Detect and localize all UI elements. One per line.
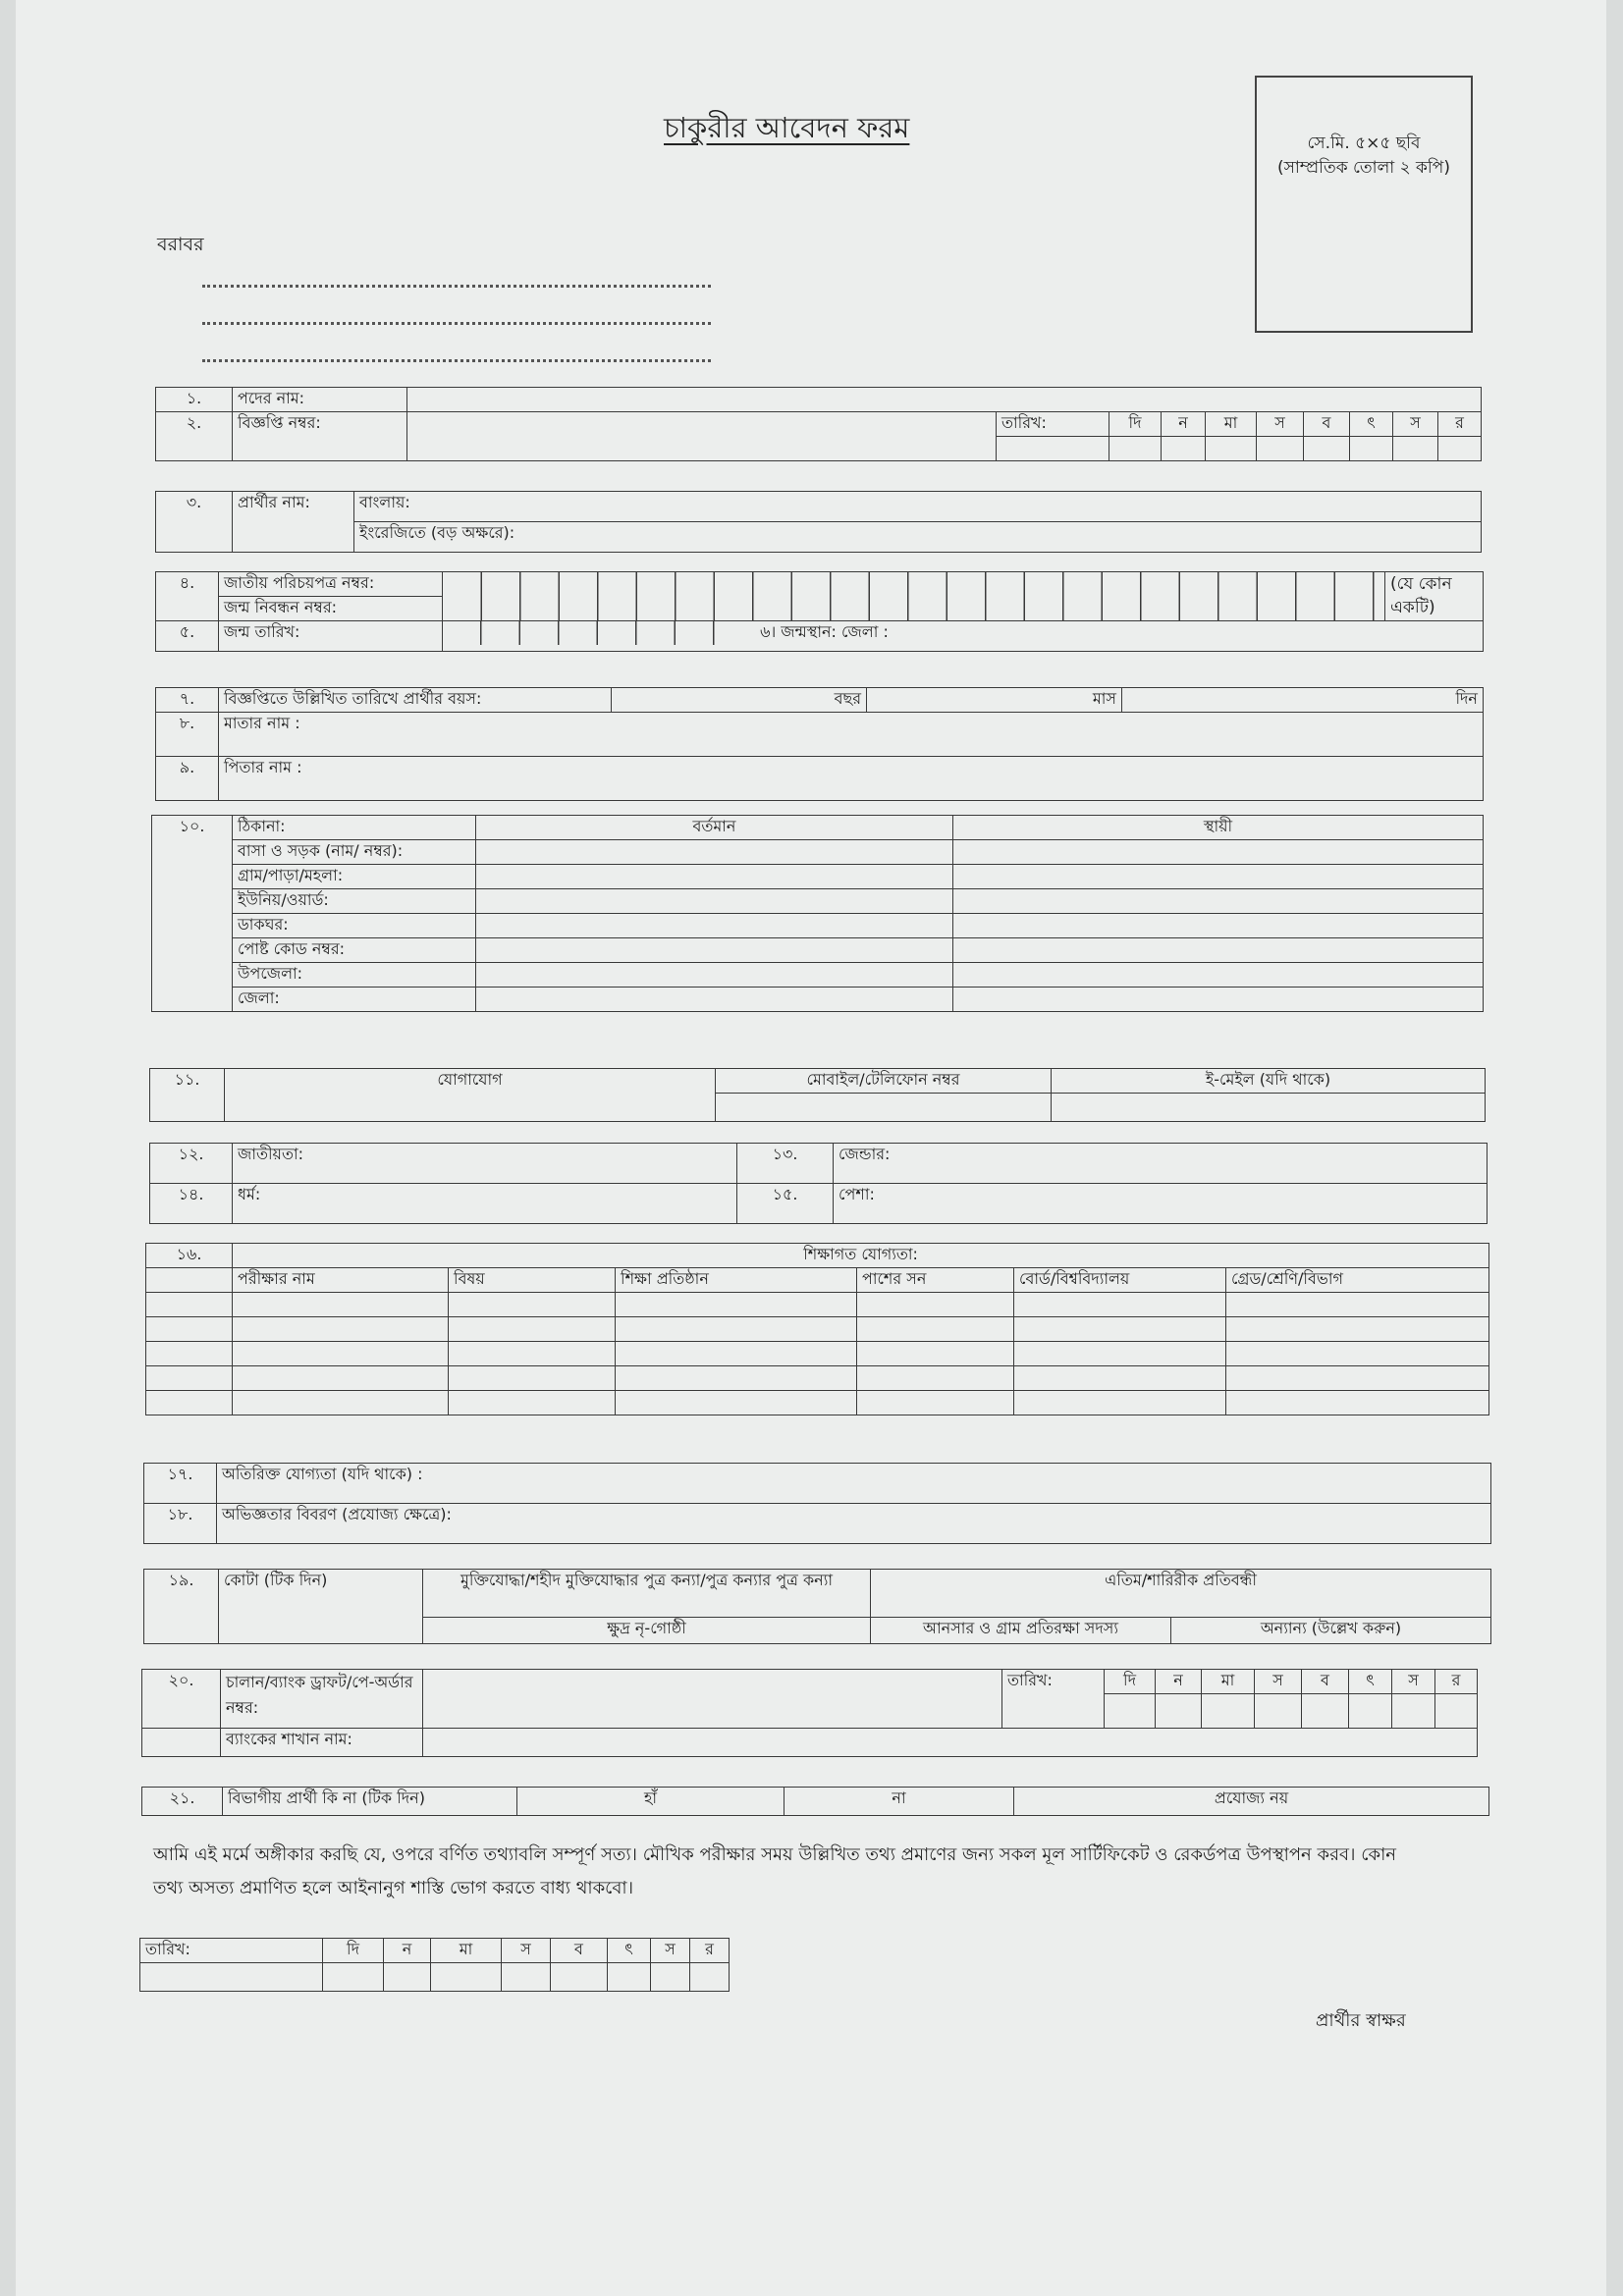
permanent-address-field[interactable] xyxy=(953,963,1484,988)
photo-box[interactable]: সে.মি. ৫×৫ ছবি (সাম্প্রতিক তোলা ২ কপি) xyxy=(1255,76,1473,333)
date-input-cell[interactable] xyxy=(1350,437,1393,461)
birthplace-label: ৬। জন্মস্থান: জেলা : xyxy=(760,622,889,641)
present-address-field[interactable] xyxy=(476,865,953,889)
declaration-text: আমি এই মর্মে অঙ্গীকার করছি যে, ওপরে বর্ণিত তথ্যাবলি সম্পূর্ণ সত্য। মৌখিক পরীক্ষার সময় উল্লিখিত তথ্য প্রমাণের জন্য সকল মূল সার্টিফিকেট ও রেকর্ডপত্র উপস্থাপন করব। কোন তথ্য অসত্য প্রমাণিত হলে আইনানুগ শাস্তি ভোগ করতে বাধ্য থাকবো। xyxy=(153,1844,1397,1898)
date-cell-label: ব xyxy=(1304,412,1350,437)
education-row[interactable] xyxy=(146,1366,1489,1391)
phone-header: মোবাইল/টেলিফোন নম্বর xyxy=(716,1069,1052,1094)
row-number: ২০. xyxy=(142,1670,221,1729)
date-input-cell[interactable] xyxy=(1438,437,1482,461)
row-number: ১. xyxy=(156,388,233,412)
age-day-field[interactable]: দিন xyxy=(1122,688,1484,713)
exam-name-header: পরীক্ষার নাম xyxy=(233,1268,449,1293)
permanent-address-field[interactable] xyxy=(953,889,1484,914)
date-input-cell[interactable] xyxy=(1257,437,1304,461)
date-input-cell[interactable] xyxy=(1435,1694,1478,1729)
post-notice-table xyxy=(155,387,1482,461)
address-row-label: গ্রাম/পাড়া/মহলা: xyxy=(233,865,476,889)
date-input-cell[interactable] xyxy=(431,1963,502,1992)
date-cell-label: মা xyxy=(431,1939,502,1963)
nationality-table xyxy=(149,1143,1488,1224)
applicant-signature-label[interactable]: প্রার্থীর স্বাক্ষর xyxy=(1316,2010,1406,2031)
present-address-field[interactable] xyxy=(476,889,953,914)
education-row[interactable] xyxy=(146,1391,1489,1415)
permanent-address-field[interactable] xyxy=(953,988,1484,1012)
row-number: ৯. xyxy=(156,757,219,801)
date-cell-label: মা xyxy=(1202,1670,1255,1694)
profession-field[interactable]: পেশা: xyxy=(834,1184,1488,1224)
date-input-cell[interactable] xyxy=(1105,1694,1156,1729)
date-cell-label: স xyxy=(1392,1670,1435,1694)
name-bangla-field[interactable]: বাংলায়: xyxy=(354,492,1482,522)
form-title: চাকুরীর আবেদন ফরম xyxy=(664,111,910,144)
gender-field[interactable]: জেন্ডার: xyxy=(834,1144,1488,1184)
date-input-cell[interactable] xyxy=(1156,1694,1202,1729)
date-field[interactable] xyxy=(140,1963,323,1992)
date-input-cell[interactable] xyxy=(1304,437,1350,461)
date-cell-label: র xyxy=(690,1939,730,1963)
row-number: ১৮. xyxy=(144,1504,217,1544)
bank-branch-field[interactable] xyxy=(423,1729,1478,1757)
mother-name-field[interactable]: মাতার নাম : xyxy=(219,713,1484,757)
age-month-field[interactable]: মাস xyxy=(867,688,1122,713)
row-number: ২১. xyxy=(142,1788,223,1816)
either-one-note: (যে কোন একটি) xyxy=(1385,572,1484,621)
quota-ethnic[interactable]: ক্ষুদ্র নৃ-গোষ্ঠী xyxy=(423,1618,871,1644)
subject-header: বিষয় xyxy=(449,1268,616,1293)
present-address-field[interactable] xyxy=(476,914,953,938)
quota-other[interactable]: অন্যান্য (উল্লেখ করুন) xyxy=(1171,1618,1491,1644)
education-row[interactable] xyxy=(146,1342,1489,1366)
address-row-label: জেলা: xyxy=(233,988,476,1012)
row-number: ৩. xyxy=(156,492,233,553)
quota-orphan-disabled[interactable]: এতিম/শারিরীক প্রতিবন্ধী xyxy=(871,1570,1491,1618)
departmental-table xyxy=(141,1787,1489,1816)
contact-label: যোগাযোগ xyxy=(225,1069,716,1122)
row-number: ১০. xyxy=(152,816,233,1012)
address-row-label: ডাকঘর: xyxy=(233,914,476,938)
nid-birth-table xyxy=(155,571,1484,652)
date-cell-label: ৎ xyxy=(608,1939,651,1963)
experience-field[interactable]: অভিজ্ঞতার বিবরণ (প্রযোজ্য ক্ষেত্রে): xyxy=(217,1504,1491,1544)
date-input-cell[interactable] xyxy=(1109,437,1162,461)
row-number: ১২. xyxy=(150,1144,233,1184)
departmental-no[interactable]: না xyxy=(784,1788,1014,1816)
date-input-cell[interactable] xyxy=(608,1963,651,1992)
addressee-label: বরাবর xyxy=(157,234,204,255)
dob-field[interactable] xyxy=(443,621,1484,652)
date-input-cell[interactable] xyxy=(1349,1694,1392,1729)
address-row-label: বাসা ও সড়ক (নাম/ নম্বর): xyxy=(233,840,476,865)
email-header: ই-মেইল (যদি থাকে) xyxy=(1052,1069,1486,1094)
date-cell-label: ৎ xyxy=(1350,412,1393,437)
present-address-field[interactable] xyxy=(476,963,953,988)
education-row[interactable] xyxy=(146,1293,1489,1317)
departmental-na[interactable]: প্রযোজ্য নয় xyxy=(1014,1788,1489,1816)
date-cell-label: দি xyxy=(1109,412,1162,437)
date-cell-label: স xyxy=(1257,412,1304,437)
phone-field[interactable] xyxy=(716,1094,1052,1122)
extra-qualification-field[interactable]: অতিরিক্ত যোগ্যতা (যদি থাকে) : xyxy=(217,1464,1491,1504)
date-input-cell[interactable] xyxy=(551,1963,608,1992)
date-cell-label: ন xyxy=(1162,412,1206,437)
date-cell-label: স xyxy=(651,1939,690,1963)
row-number: ১৬. xyxy=(146,1244,233,1268)
grade-header: গ্রেড/শ্রেণি/বিভাগ xyxy=(1226,1268,1489,1293)
date-input-cell[interactable] xyxy=(384,1963,431,1992)
present-address-header: বর্তমান xyxy=(476,816,953,840)
nid-label: জাতীয় পরিচয়পত্র নম্বর: xyxy=(219,572,443,597)
address-row-label: উপজেলা: xyxy=(233,963,476,988)
education-row[interactable] xyxy=(146,1317,1489,1342)
bank-branch-label: ব্যাংকের শাখান নাম: xyxy=(221,1729,423,1757)
date-input-cell[interactable] xyxy=(1302,1694,1349,1729)
permanent-address-field[interactable] xyxy=(953,840,1484,865)
date-label: তারিখ: xyxy=(140,1939,323,1963)
permanent-address-field[interactable] xyxy=(953,914,1484,938)
institution-header: শিক্ষা প্রতিষ্ঠান xyxy=(616,1268,857,1293)
date-cell-label: র xyxy=(1435,1670,1478,1694)
date-cell-label: ৎ xyxy=(1349,1670,1392,1694)
nationality-field[interactable]: জাতীয়তা: xyxy=(233,1144,737,1184)
quota-table xyxy=(143,1569,1491,1644)
row-number: ১৭. xyxy=(144,1464,217,1504)
date-cell-label: স xyxy=(1393,412,1438,437)
date-cell-label: ব xyxy=(551,1939,608,1963)
applicant-name-label: প্রার্থীর নাম: xyxy=(233,492,354,553)
age-parents-table xyxy=(155,687,1484,801)
board-header: বোর্ড/বিশ্ববিদ্যালয় xyxy=(1014,1268,1226,1293)
post-name-field[interactable] xyxy=(407,388,1482,412)
date-cell-label: ন xyxy=(384,1939,431,1963)
quota-freedom-fighter[interactable]: মুক্তিযোদ্ধা/শহীদ মুক্তিযোদ্ধার পুত্র কন্যা/পুত্র কন্যার পুত্র কন্যা xyxy=(423,1570,871,1618)
challan-number-field[interactable] xyxy=(423,1670,1002,1729)
contact-table xyxy=(149,1068,1486,1122)
date-cell-label: ব xyxy=(1302,1670,1349,1694)
date-cell-label: মা xyxy=(1206,412,1257,437)
education-header: শিক্ষাগত যোগ্যতা: xyxy=(233,1244,1489,1268)
email-field[interactable] xyxy=(1052,1094,1486,1122)
notice-number-field[interactable] xyxy=(407,412,997,461)
extra-experience-table xyxy=(143,1463,1491,1544)
address-row-label: পোষ্ট কোড নম্বর: xyxy=(233,938,476,963)
name-english-field[interactable]: ইংরেজিতে (বড় অক্ষরে): xyxy=(354,522,1482,553)
row-number: ১৩. xyxy=(737,1144,834,1184)
date-label: তারিখ: xyxy=(1002,1670,1105,1729)
nid-number-field[interactable] xyxy=(443,572,1385,621)
date-input-cell[interactable] xyxy=(1393,437,1438,461)
challan-table xyxy=(141,1669,1478,1757)
permanent-address-header: স্থায়ী xyxy=(953,816,1484,840)
permanent-address-field[interactable] xyxy=(953,865,1484,889)
date-cell-label: দি xyxy=(1105,1670,1156,1694)
present-address-field[interactable] xyxy=(476,938,953,963)
row-number: ১৫. xyxy=(737,1184,834,1224)
quota-ansar[interactable]: আনসার ও গ্রাম প্রতিরক্ষা সদস্য xyxy=(871,1618,1171,1644)
date-input-cell[interactable] xyxy=(690,1963,730,1992)
row-number: ১১. xyxy=(150,1069,225,1122)
date-input-cell[interactable] xyxy=(1255,1694,1302,1729)
birth-reg-label: জন্ম নিবন্ধন নম্বর: xyxy=(219,597,443,621)
date-cell-label: স xyxy=(1255,1670,1302,1694)
addressee-line[interactable] xyxy=(202,349,711,362)
date-input-cell[interactable] xyxy=(1202,1694,1255,1729)
education-cell xyxy=(146,1268,233,1293)
permanent-address-field[interactable] xyxy=(953,938,1484,963)
row-number: ৭. xyxy=(156,688,219,713)
date-input-cell[interactable] xyxy=(1392,1694,1435,1729)
notice-number-label: বিজ্ঞপ্তি নম্বর: xyxy=(233,412,407,461)
quota-label: কোটা (টিক দিন) xyxy=(219,1570,423,1644)
father-name-field[interactable]: পিতার নাম : xyxy=(219,757,1484,801)
education-table xyxy=(145,1243,1489,1415)
row-number: ১৯. xyxy=(144,1570,219,1644)
date-input-cell[interactable] xyxy=(1162,437,1206,461)
post-name-label: পদের নাম: xyxy=(233,388,407,412)
address-label: ঠিকানা: xyxy=(233,816,476,840)
row-number-empty xyxy=(142,1729,221,1757)
date-input-cell[interactable] xyxy=(1206,437,1257,461)
date-input-cell[interactable] xyxy=(323,1963,384,1992)
religion-field[interactable]: ধর্ম: xyxy=(233,1184,737,1224)
date-label: তারিখ: xyxy=(997,412,1109,437)
challan-label: চালান/ব্যাংক ড্রাফট/পে-অর্ডার নম্বর: xyxy=(221,1670,423,1729)
address-table xyxy=(151,815,1484,1012)
age-year-field[interactable]: বছর xyxy=(612,688,867,713)
addressee-line[interactable] xyxy=(202,275,711,288)
row-number: ৪. xyxy=(156,572,219,621)
address-row-label: ইউনিয়/ওয়ার্ড: xyxy=(233,889,476,914)
date-field[interactable] xyxy=(997,437,1109,461)
departmental-label: বিভাগীয় প্রার্থী কি না (টিক দিন) xyxy=(223,1788,517,1816)
row-number: ২. xyxy=(156,412,233,461)
row-number: ৮. xyxy=(156,713,219,757)
applicant-name-table xyxy=(155,491,1482,553)
date-input-cell[interactable] xyxy=(502,1963,551,1992)
row-number: ১৪. xyxy=(150,1184,233,1224)
date-cell-label: র xyxy=(1438,412,1482,437)
date-cell-label: দি xyxy=(323,1939,384,1963)
dob-label: জন্ম তারিখ: xyxy=(219,621,443,652)
departmental-yes[interactable]: হাঁ xyxy=(517,1788,784,1816)
row-number: ৫. xyxy=(156,621,219,652)
age-label: বিজ্ঞপ্তিতে উল্লিখিত তারিখে প্রার্থীর বয়স: xyxy=(219,688,612,713)
present-address-field[interactable] xyxy=(476,840,953,865)
date-cell-label: ন xyxy=(1156,1670,1202,1694)
date-cell-label: স xyxy=(502,1939,551,1963)
pass-year-header: পাশের সন xyxy=(857,1268,1014,1293)
present-address-field[interactable] xyxy=(476,988,953,1012)
date-input-cell[interactable] xyxy=(651,1963,690,1992)
declaration-date-table xyxy=(139,1938,730,1992)
addressee-line[interactable] xyxy=(202,312,711,325)
